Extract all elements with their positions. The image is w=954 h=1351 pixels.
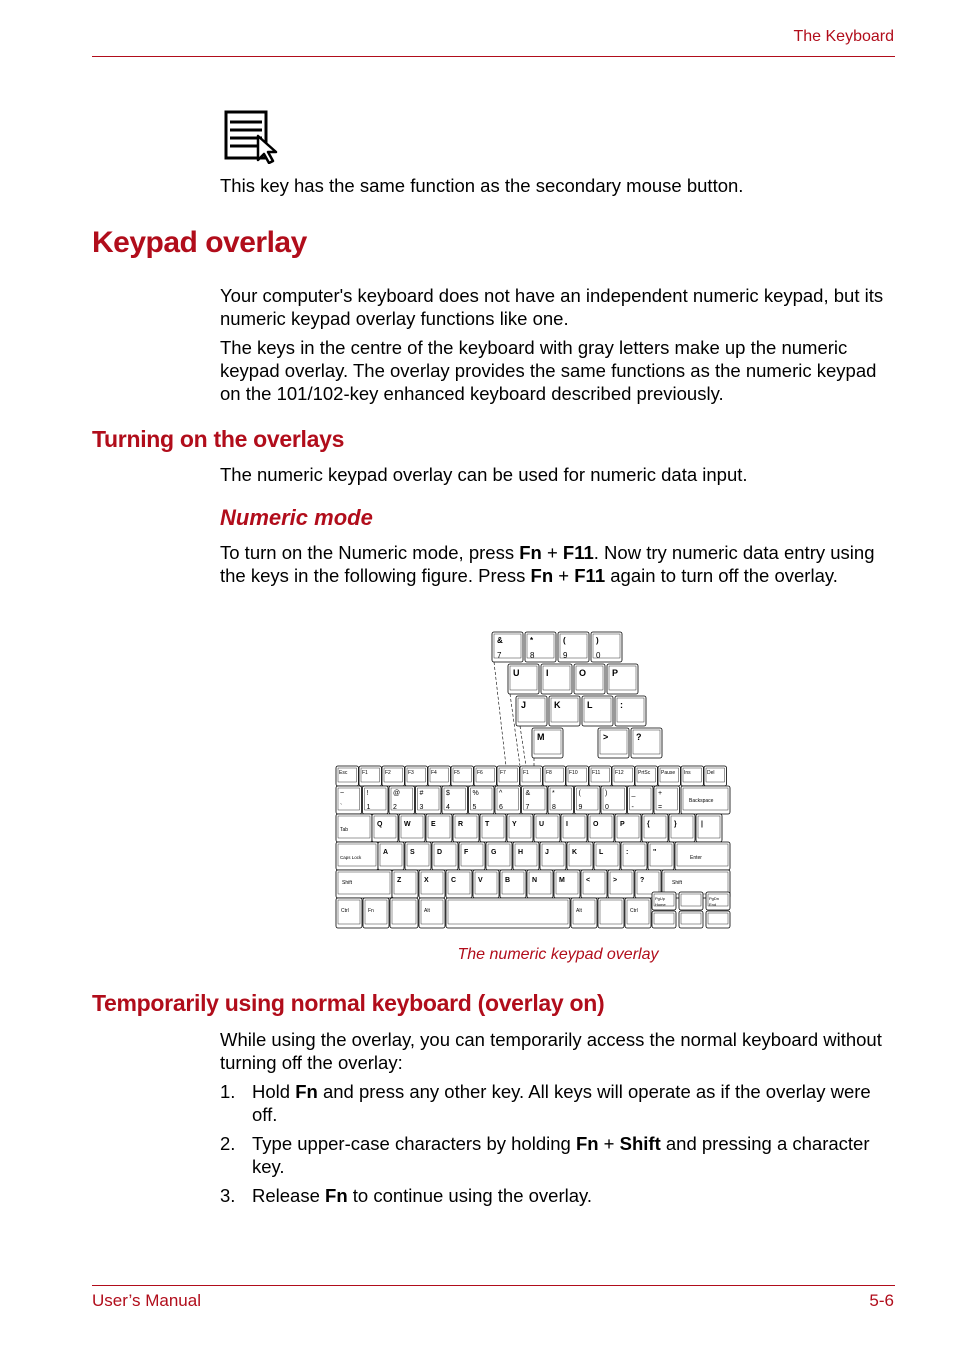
a-row-key xyxy=(405,842,431,870)
fn-row-key xyxy=(405,766,428,786)
heading-turning-on-overlays: Turning on the overlays xyxy=(92,426,345,452)
a-row-key xyxy=(621,842,647,870)
icon-description: This key has the same function as the secondary mouse button. xyxy=(220,175,744,196)
svg-text:Esc: Esc xyxy=(339,770,348,776)
svg-text:Ins: Ins xyxy=(684,770,691,776)
enter-key xyxy=(675,842,730,870)
tab-key xyxy=(336,814,372,842)
down-arrow-key xyxy=(679,911,703,928)
fn-row-key xyxy=(589,766,612,786)
list-item xyxy=(220,1080,895,1126)
svg-text:K: K xyxy=(554,700,561,710)
overlay-key-I xyxy=(541,664,572,694)
text-run: Hold xyxy=(252,1081,296,1102)
svg-text:F8: F8 xyxy=(546,770,552,776)
pgup-key xyxy=(652,892,676,910)
svg-text:J: J xyxy=(545,849,549,856)
svg-text:F1: F1 xyxy=(523,770,529,776)
svg-text:&: & xyxy=(497,636,503,645)
a-row-key xyxy=(432,842,458,870)
heading-temporarily-using: Temporarily using normal keyboard (overlay on) xyxy=(92,990,605,1016)
key-f11: F11 xyxy=(562,542,594,563)
fn-row-key xyxy=(566,766,589,786)
backspace-key xyxy=(681,786,730,814)
q-row-key xyxy=(426,814,452,842)
svg-text:}: } xyxy=(674,821,677,828)
q-row-key xyxy=(642,814,668,842)
svg-text:9: 9 xyxy=(578,804,583,811)
key-f11: F11 xyxy=(574,565,606,586)
z-row-key xyxy=(473,870,499,898)
overlay-key-J xyxy=(516,696,547,726)
text-run: and press any other key. All keys will operate as if the overlay were off. xyxy=(252,1081,871,1125)
fn-row-key xyxy=(359,766,382,786)
svg-text:Y: Y xyxy=(512,821,517,828)
q-row-key xyxy=(615,814,641,842)
svg-text:O: O xyxy=(579,668,587,678)
svg-text:2: 2 xyxy=(393,804,397,811)
number-row-key xyxy=(336,786,362,814)
svg-text:Ctrl: Ctrl xyxy=(630,908,638,914)
svg-text:Home: Home xyxy=(655,902,666,907)
svg-text:Z: Z xyxy=(397,877,402,884)
svg-text:>: > xyxy=(603,732,609,742)
svg-text:0: 0 xyxy=(596,651,601,660)
svg-text:H: H xyxy=(518,849,524,856)
svg-text:(: ( xyxy=(578,790,581,797)
a-row-key xyxy=(459,842,485,870)
svg-text:Q: Q xyxy=(377,821,383,828)
overlay-key-L xyxy=(582,696,613,726)
overlay-key-7 xyxy=(492,632,523,662)
svg-text:W: W xyxy=(404,821,411,828)
pgdn-key xyxy=(706,892,730,910)
header-section-title: The Keyboard xyxy=(793,28,894,45)
list-number: 3. xyxy=(220,1185,236,1206)
svg-text::: : xyxy=(626,849,629,856)
svg-text:O: O xyxy=(593,821,599,828)
list-item xyxy=(220,1184,895,1207)
svg-text:Ctrl: Ctrl xyxy=(341,908,349,914)
q-row-key xyxy=(507,814,533,842)
svg-text:End: End xyxy=(709,902,717,907)
overlay-key-gt xyxy=(598,728,629,758)
key-shift: Shift xyxy=(619,1133,661,1154)
svg-text:|: | xyxy=(701,821,703,828)
steps-list xyxy=(220,1080,895,1213)
footer-manual-title: User’s Manual xyxy=(92,1291,201,1310)
svg-text:#: # xyxy=(419,790,424,797)
svg-text:-: - xyxy=(631,804,634,811)
svg-text:<: < xyxy=(586,877,591,884)
svg-text:~: ~ xyxy=(340,790,345,797)
fn-row-key xyxy=(658,766,681,786)
application-key xyxy=(598,898,624,928)
text-run: + xyxy=(541,542,563,563)
svg-text:Caps Lock: Caps Lock xyxy=(340,855,362,860)
a-row-key xyxy=(567,842,593,870)
svg-text:U: U xyxy=(539,821,545,828)
svg-text:U: U xyxy=(513,668,520,678)
temp-paragraph: While using the overlay, you can temporarily access the normal keyboard without turning off the overlay: xyxy=(220,1029,882,1073)
svg-text:L: L xyxy=(587,700,593,710)
text-run: and pressing a character key. xyxy=(252,1133,870,1177)
fn-row-key xyxy=(681,766,704,786)
overlay-key-P xyxy=(607,664,638,694)
svg-text:+: + xyxy=(658,790,663,797)
a-row-key xyxy=(513,842,539,870)
svg-text:G: G xyxy=(491,849,497,856)
number-row-key xyxy=(416,786,442,814)
fn-row-key xyxy=(497,766,520,786)
alt-key xyxy=(571,898,597,928)
fn-row-key xyxy=(474,766,497,786)
key-fn: Fn xyxy=(325,1185,348,1206)
svg-text:^: ^ xyxy=(499,790,503,797)
svg-text:Tab: Tab xyxy=(340,827,349,833)
svg-text:PgUp: PgUp xyxy=(655,896,666,901)
svg-text:?: ? xyxy=(636,732,642,742)
svg-text:N: N xyxy=(532,877,538,884)
svg-text:4: 4 xyxy=(446,804,450,811)
svg-text:9: 9 xyxy=(563,651,568,660)
number-row-key xyxy=(495,786,521,814)
svg-text:F10: F10 xyxy=(569,770,578,776)
fn-row-key xyxy=(428,766,451,786)
svg-text:Alt: Alt xyxy=(576,908,582,914)
svg-text:M: M xyxy=(559,877,565,884)
numeric-mode-paragraph xyxy=(220,541,895,587)
svg-text:): ) xyxy=(596,636,599,645)
svg-text:P: P xyxy=(620,821,625,828)
svg-text:*: * xyxy=(530,636,534,645)
text-run: + xyxy=(598,1133,620,1154)
svg-text:`: ` xyxy=(340,804,343,811)
svg-text:J: J xyxy=(521,700,527,710)
heading-numeric-mode: Numeric mode xyxy=(220,505,373,530)
fn-row-key xyxy=(612,766,635,786)
number-row-key xyxy=(442,786,468,814)
z-row-key xyxy=(419,870,445,898)
z-row-key xyxy=(392,870,418,898)
svg-text:F: F xyxy=(464,849,469,856)
list-number: 2. xyxy=(220,1133,236,1154)
svg-text:8: 8 xyxy=(530,651,535,660)
ctrl-key xyxy=(625,898,651,928)
svg-text:A: A xyxy=(383,849,389,856)
svg-text:F1: F1 xyxy=(362,770,368,776)
caps-lock-key xyxy=(336,842,378,870)
application-key-icon xyxy=(224,108,280,164)
svg-text:B: B xyxy=(505,877,511,884)
guide-line xyxy=(520,726,526,766)
z-row-key xyxy=(581,870,607,898)
svg-text:!: ! xyxy=(366,790,369,797)
header-rule xyxy=(92,56,895,57)
svg-text:$: $ xyxy=(446,790,450,797)
svg-text:%: % xyxy=(472,790,479,797)
key-fn: Fn xyxy=(575,1133,599,1154)
q-row-key xyxy=(669,814,695,842)
left-arrow-key xyxy=(652,911,676,928)
guide-line xyxy=(494,662,506,766)
svg-text:": " xyxy=(653,849,657,856)
svg-text:F7: F7 xyxy=(500,770,506,776)
q-row-key xyxy=(480,814,506,842)
svg-text:7: 7 xyxy=(497,651,502,660)
z-row-key xyxy=(554,870,580,898)
svg-text:C: C xyxy=(451,877,457,884)
number-row-key xyxy=(601,786,627,814)
svg-text:Pause: Pause xyxy=(661,770,676,776)
q-row-key xyxy=(588,814,614,842)
q-row-key xyxy=(696,814,722,842)
svg-text:L: L xyxy=(599,849,604,856)
svg-text:@: @ xyxy=(393,790,401,797)
svg-text::: : xyxy=(620,700,623,710)
svg-text:T: T xyxy=(485,821,490,828)
svg-text:0: 0 xyxy=(605,804,609,811)
a-row-key xyxy=(486,842,512,870)
svg-text:I: I xyxy=(566,821,568,828)
fn-row-key xyxy=(336,766,359,786)
svg-text:K: K xyxy=(572,849,578,856)
text-run: + xyxy=(553,565,575,586)
svg-text:V: V xyxy=(478,877,483,884)
q-row-key xyxy=(561,814,587,842)
a-row-key xyxy=(648,842,674,870)
fn-row-key xyxy=(382,766,405,786)
svg-text:Alt: Alt xyxy=(424,908,430,914)
svg-text:F12: F12 xyxy=(615,770,624,776)
overlay-key-8 xyxy=(525,632,556,662)
svg-text:Shift: Shift xyxy=(342,880,353,886)
overlay-key-question xyxy=(631,728,662,758)
number-row-key xyxy=(522,786,548,814)
fn-row-key xyxy=(451,766,474,786)
list-number: 1. xyxy=(220,1081,236,1102)
ctrl-key xyxy=(336,898,362,928)
left-shift-key xyxy=(336,870,392,898)
z-row-key xyxy=(446,870,472,898)
up-arrow-key xyxy=(679,892,703,910)
svg-text:_: _ xyxy=(631,790,636,797)
turning-paragraph: The numeric keypad overlay can be used for numeric data input. xyxy=(220,464,748,485)
a-row-key xyxy=(540,842,566,870)
number-row-key xyxy=(654,786,680,814)
fn-key xyxy=(363,898,389,928)
intro-paragraph-1: Your computer's keyboard does not have an independent numeric keypad, but its numeric keypad overlay functions like one. xyxy=(220,285,884,329)
svg-text:S: S xyxy=(410,849,415,856)
q-row-key xyxy=(372,814,398,842)
footer-rule xyxy=(92,1285,895,1286)
key-fn: Fn xyxy=(530,565,554,586)
svg-text:F11: F11 xyxy=(592,770,601,776)
heading-keypad-overlay: Keypad overlay xyxy=(92,226,307,259)
text-run: Release xyxy=(252,1185,326,1206)
z-row-key xyxy=(608,870,634,898)
svg-text:&: & xyxy=(525,790,531,797)
a-row-key xyxy=(594,842,620,870)
svg-text:1: 1 xyxy=(366,804,371,811)
overlay-key-: xyxy=(615,696,646,726)
text-run: again to turn off the overlay. xyxy=(605,565,838,586)
svg-text:{: { xyxy=(647,821,650,828)
fn-row-key xyxy=(520,766,543,786)
text-run: to continue using the overlay. xyxy=(347,1185,593,1206)
svg-text:P: P xyxy=(612,668,619,678)
fn-row-key xyxy=(704,766,727,786)
key-fn: Fn xyxy=(295,1081,318,1102)
svg-text:*: * xyxy=(552,790,555,797)
svg-text:I: I xyxy=(546,668,549,678)
a-row-key xyxy=(378,842,404,870)
alt-key xyxy=(419,898,445,928)
intro-paragraph-2: The keys in the centre of the keyboard with gray letters make up the numeric keypad overlay. The overlay provides the same functions as the numeric keypad on the 101/102-key enhanced keyboard described previously. xyxy=(220,337,877,404)
svg-text:F3: F3 xyxy=(408,770,414,776)
fn-row-key xyxy=(635,766,658,786)
svg-text:3: 3 xyxy=(419,804,424,811)
svg-text:Fn: Fn xyxy=(368,908,374,914)
overlay-key-K xyxy=(549,696,580,726)
overlay-key-U xyxy=(508,664,539,694)
svg-text:6: 6 xyxy=(499,804,503,811)
overlay-key-0 xyxy=(591,632,622,662)
text-run: Type upper-case characters by holding xyxy=(252,1133,576,1154)
list-item xyxy=(220,1132,895,1178)
number-row-key xyxy=(575,786,601,814)
overlay-key-9 xyxy=(558,632,589,662)
svg-text:?: ? xyxy=(640,877,645,884)
number-row-key xyxy=(628,786,654,814)
text-run: . Now try numeric data entry using the keys in the following figure. Press xyxy=(220,542,875,586)
svg-text:=: = xyxy=(658,804,663,811)
q-row-key xyxy=(534,814,560,842)
svg-text:PrtSc: PrtSc xyxy=(638,770,651,776)
svg-text:F6: F6 xyxy=(477,770,483,776)
svg-text:Shift: Shift xyxy=(672,880,683,886)
number-row-key xyxy=(469,786,495,814)
svg-text:Del: Del xyxy=(707,770,715,776)
windows-key xyxy=(390,898,418,928)
svg-text:>: > xyxy=(613,877,618,884)
svg-text:E: E xyxy=(431,821,436,828)
svg-text:Backspace: Backspace xyxy=(689,798,714,804)
number-row-key xyxy=(363,786,389,814)
svg-text:M: M xyxy=(537,732,545,742)
svg-text:F5: F5 xyxy=(454,770,460,776)
numeric-keypad-overlay-figure xyxy=(334,630,734,932)
number-row-key xyxy=(548,786,574,814)
svg-text:8: 8 xyxy=(552,804,556,811)
svg-text:7: 7 xyxy=(525,804,530,811)
svg-text:PgDn: PgDn xyxy=(709,896,720,901)
right-arrow-key xyxy=(706,911,730,928)
fn-row-key xyxy=(543,766,566,786)
overlay-key-M xyxy=(532,728,563,758)
figure-caption: The numeric keypad overlay xyxy=(457,946,659,963)
svg-text:): ) xyxy=(605,790,608,797)
svg-text:F2: F2 xyxy=(385,770,391,776)
q-row-key xyxy=(453,814,479,842)
overlay-key-O xyxy=(574,664,605,694)
svg-text:(: ( xyxy=(563,636,566,645)
z-row-key xyxy=(500,870,526,898)
number-row-key xyxy=(389,786,415,814)
q-row-key xyxy=(399,814,425,842)
footer-page-number: 5-6 xyxy=(869,1291,894,1310)
key-fn: Fn xyxy=(519,542,542,563)
space-key xyxy=(446,898,570,928)
svg-text:F4: F4 xyxy=(431,770,437,776)
z-row-key xyxy=(527,870,553,898)
svg-text:Enter: Enter xyxy=(690,855,702,861)
svg-text:X: X xyxy=(424,877,429,884)
svg-text:5: 5 xyxy=(472,804,477,811)
svg-text:D: D xyxy=(437,849,443,856)
text-run: To turn on the Numeric mode, press xyxy=(220,542,520,563)
svg-text:R: R xyxy=(458,821,464,828)
